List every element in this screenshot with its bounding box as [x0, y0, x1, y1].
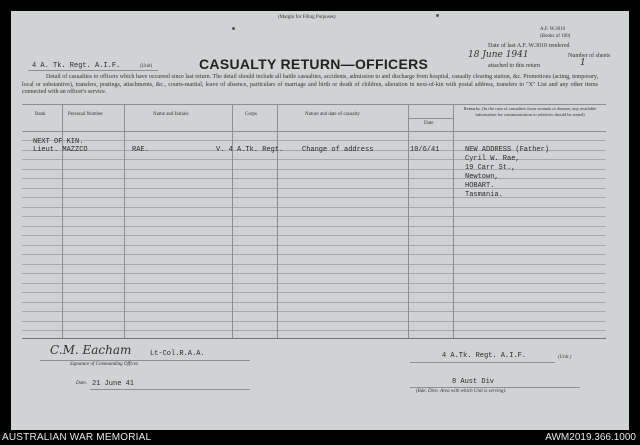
table-row-line	[22, 169, 606, 170]
table-header-border	[22, 131, 606, 132]
form-title: CASUALTY RETURN—OFFICERS	[199, 56, 429, 72]
instructions: Detail of casualties to officers which have occurred since last return. The detail should include all battle casualties, accidents, admission to and discharge from hospital, casualty clearing station, &c. Promotions (acting, temporary, local or substantive), transfers, postings, attachments, &c., courts-martial, leave of absence, particulars of marriage and birth or death of children, alteration in next-of-kin with postal address, transfers to "X" List and any other items connected with an officer's service.	[22, 74, 598, 95]
table-row-line	[22, 226, 606, 227]
signature-label: Signature of Commanding Officer.	[70, 362, 139, 367]
entry-remarks-1: NEW ADDRESS (Father)	[465, 146, 550, 154]
signature-underline	[40, 360, 250, 361]
date-underline	[90, 389, 250, 390]
entry-remarks-6: Tasmania.	[465, 191, 503, 199]
col-line-3	[232, 104, 233, 338]
form-code: A.F. W.3010	[540, 27, 566, 32]
entry-remarks-4: Newtown,	[465, 173, 499, 181]
entry-remarks-5: HOBART.	[465, 182, 495, 190]
entry-remarks-3: 19 Carr St.,	[465, 164, 516, 172]
sheets-label: Number of sheets	[568, 53, 611, 59]
col-line-2	[124, 104, 125, 338]
entry-remarks-2: Cyril W. Rae,	[465, 155, 520, 163]
unit-label: (Unit)	[140, 64, 153, 69]
header-nature: Nature and date of casualty	[305, 112, 360, 117]
date-label: Date.	[76, 381, 87, 386]
signature-date: 21 June 41	[92, 380, 135, 388]
table-row-line	[22, 283, 606, 284]
table-row-line	[22, 188, 606, 189]
table-row-line	[22, 302, 606, 303]
co-signature: C.M. Eacham	[50, 343, 132, 357]
unit-bottom: 4 A.Tk. Regt. A.I.F.	[442, 352, 527, 360]
bde-label: (Bde. Divn. Area with which Unit is serving).	[416, 389, 507, 394]
table-row-line	[22, 273, 606, 274]
col-line-5	[408, 104, 409, 338]
unit-bottom-label: (Unit.)	[558, 355, 572, 360]
punch-hole-right	[436, 14, 439, 17]
header-date: Date	[424, 121, 434, 126]
table-row-line	[22, 197, 606, 198]
entry-name: RAE.	[132, 146, 149, 154]
table-row-line	[22, 216, 606, 217]
table-row-line	[22, 245, 606, 246]
margin-note: (Margin for Filing Purposes)	[278, 15, 336, 20]
table-row-line	[22, 235, 606, 236]
entry-rank-line2: Lieut. MAZZCO	[33, 146, 88, 154]
co-rank: Lt-Col.R.A.A.	[150, 350, 205, 358]
footer-attribution: AUSTRALIAN WAR MEMORIAL	[2, 432, 152, 443]
header-personal-number: Personal Number	[68, 112, 103, 117]
table-row-line	[22, 330, 606, 331]
entry-date: 10/6/41	[410, 146, 440, 154]
header-name: Name and Initials	[153, 112, 189, 117]
col-line-4	[277, 104, 278, 338]
table-row-line	[22, 311, 606, 312]
unit-field: 4 A. Tk. Regt. A.I.F.	[32, 62, 121, 70]
punch-hole-left	[232, 27, 235, 30]
header-rank: Rank	[35, 112, 46, 117]
bde-value: 8 Aust Div	[452, 378, 495, 386]
table-row-line	[22, 321, 606, 322]
entry-nature: Change of address	[302, 146, 374, 154]
date-subheader-line	[408, 118, 453, 119]
bde-underline	[410, 387, 580, 388]
books-note: (Books of 100)	[540, 34, 571, 39]
table-bottom-border	[22, 338, 606, 339]
header-remarks: Remarks. (In the case of casualties from wounds or disease, any available information for communication to relatives should be stated)	[463, 106, 597, 117]
table-row-line	[22, 264, 606, 265]
table-row-line	[22, 254, 606, 255]
table-row-line	[22, 140, 606, 141]
header-corps: Corps	[245, 112, 257, 117]
table-top-border	[22, 104, 606, 105]
unit-bottom-underline	[410, 362, 555, 363]
entry-rank-line1: NEXT OF KIN.	[33, 138, 84, 146]
attached-count: 1	[580, 58, 586, 68]
col-line-6	[453, 104, 454, 338]
table-row-line	[22, 207, 606, 208]
last-return-date: 18 June 1941	[468, 50, 529, 60]
table-row-line	[22, 178, 606, 179]
entry-corps: V. 4 A.Tk. Regt.	[216, 146, 284, 154]
last-return-label: Date of last A.F. W.3010 rendered	[488, 43, 570, 49]
footer-accession-number: AWM2019.366.1000	[545, 432, 636, 443]
table-row-line	[22, 292, 606, 293]
attached-label: attached to this return	[488, 63, 541, 69]
unit-underline	[28, 70, 158, 71]
